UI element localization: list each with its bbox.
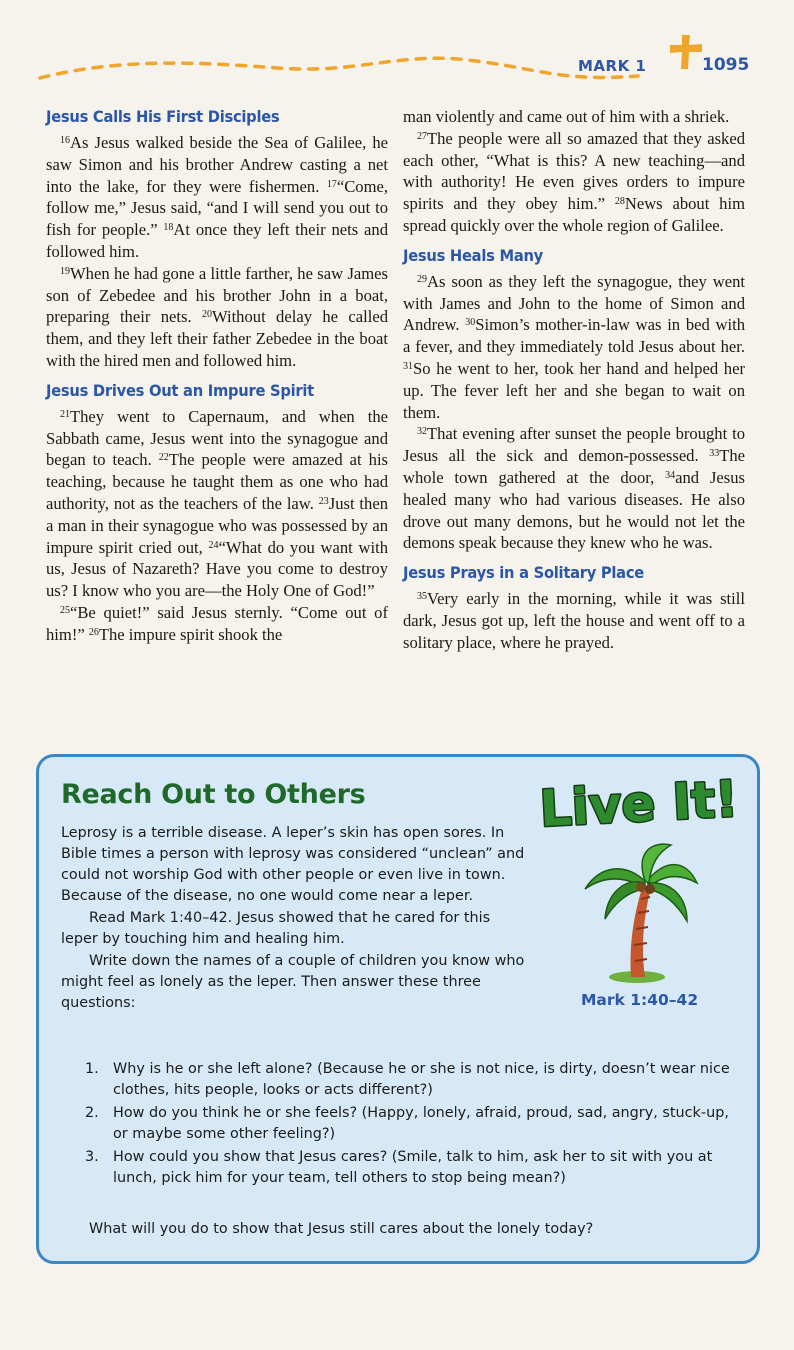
- verse-text: Without delay he called them, and they left their father Zebedee in the boat with the hired men and followed him.: [46, 307, 388, 370]
- paragraph: [46, 406, 388, 602]
- verse-number: 23: [318, 495, 329, 507]
- verse-text: They went to Capernaum, and when the Sabbath came, Jesus went into the synagogue and began to teach.: [46, 406, 388, 470]
- verse-number: 26: [88, 626, 99, 638]
- section-heading: Jesus Calls His First Disciples: [46, 107, 280, 126]
- scripture-reference: Mark 1:40–42: [581, 991, 699, 1009]
- paragraph: [403, 128, 745, 237]
- badge-text: Live It!: [538, 769, 740, 839]
- intro-paragraph: Leprosy is a terrible disease. A leper’s skin has open sores. In Bible times a person with leprosy was considered “unclean” and could not worship God with other people or even live in town. Because of the disease, no one would come near a leper.: [61, 825, 525, 904]
- verse-text: Simon’s mother-in-law was in bed with a fever, and they immediately told Jesus about her.: [403, 315, 745, 357]
- verse-text: “What do you want with us, Jesus of Nazareth? Have you come to destroy us? I know who you are—the Holy One of God!”: [46, 537, 388, 601]
- section-heading: Jesus Prays in a Solitary Place: [403, 563, 644, 583]
- box-intro: [61, 823, 531, 1015]
- section-heading: Jesus Heals Many: [403, 245, 543, 265]
- question-item: [85, 1147, 745, 1189]
- paragraph: [403, 271, 745, 424]
- verse-number: 34: [665, 469, 676, 481]
- closing-question: What will you do to show that Jesus still cares about the lonely today?: [89, 1221, 594, 1237]
- paragraph: [403, 588, 745, 653]
- question-number: 2.: [85, 1105, 99, 1121]
- intro-paragraph: Read Mark 1:40–42. Jesus showed that he cared for this leper by touching him and healing him.: [61, 910, 491, 947]
- question-number: 3.: [85, 1149, 99, 1165]
- verse-text: Very early in the morning, while it was still dark, Jesus got up, left the house and went off to a solitary place, where he prayed.: [403, 589, 745, 652]
- verse-text: So he went to her, took her hand and helped her up. The fever left her and she began to wait on them.: [403, 358, 745, 422]
- verse-number: 32: [417, 426, 427, 438]
- verse-number: 30: [465, 317, 476, 329]
- verse-number: 22: [158, 452, 169, 464]
- cross-icon: [668, 33, 704, 71]
- right-column: [403, 106, 745, 654]
- verse-number: 28: [614, 196, 625, 208]
- intro-paragraph: Write down the names of a couple of children you know who might feel as lonely as the leper. Then answer these three questions:: [61, 953, 525, 1011]
- paragraph: [46, 132, 388, 263]
- verse-number: 31: [403, 360, 413, 372]
- page-number: 1095: [702, 55, 750, 75]
- left-column: [46, 106, 388, 646]
- verse-number: 35: [417, 591, 427, 603]
- verse-text: and Jesus healed many who had various diseases. He also drove out many demons, but he would not let the demons speak because they knew who he was.: [403, 467, 745, 553]
- verse-text: The people were amazed at his teaching, because he taught them as one who had authority, not as the teachers of the law.: [46, 450, 389, 513]
- paragraph: man violently and came out of him with a shriek.: [403, 107, 730, 126]
- section-heading: Jesus Drives Out an Impure Spirit: [46, 380, 314, 400]
- question-item: [85, 1059, 745, 1101]
- verse-text: When he had gone a little farther, he saw James son of Zebedee and his brother John in a boat, preparing their nets.: [46, 263, 388, 327]
- verse-text: The people were all so amazed that they asked each other, “What is this? A new teaching—and with authority! He even gives orders to impure spirits and they obey him.”: [403, 128, 745, 214]
- verse-text: That evening after sunset the people brought to Jesus all the sick and demon-possessed.: [403, 424, 745, 466]
- verse-text: News about him spread quickly over the whole region of Galilee.: [403, 194, 745, 235]
- paragraph: [46, 602, 388, 646]
- verse-number: 19: [60, 265, 70, 277]
- verse-number: 33: [709, 448, 720, 460]
- verse-text: “Be quiet!” said Jesus sternly. “Come out of him!”: [46, 602, 388, 644]
- live-it-badge: [527, 761, 752, 841]
- verse-number: 21: [60, 408, 70, 420]
- verse-number: 29: [417, 273, 427, 285]
- question-number: 1.: [85, 1061, 99, 1077]
- paragraph: [403, 423, 745, 554]
- palm-tree-icon: [579, 837, 699, 987]
- verse-text: The whole town gathered at the door,: [403, 446, 745, 487]
- page-header: [0, 0, 794, 100]
- verse-text: Just then a man in their synagogue who was possessed by an impure spirit cried out,: [46, 493, 388, 557]
- verse-number: 25: [60, 604, 70, 616]
- verse-text: “Come, follow me,” Jesus said, “and I will send you out to fish for people.”: [46, 176, 388, 240]
- question-list: [85, 1059, 745, 1191]
- verse-number: 24: [208, 539, 219, 551]
- verse-number: 20: [201, 309, 212, 321]
- verse-text: The impure spirit shook the: [98, 624, 283, 644]
- question-text: Why is he or she left alone? (Because he or she is not nice, is dirty, doesn’t wear nice clothes, hits people, looks or acts different?): [113, 1061, 730, 1098]
- verse-text: At once they left their nets and followed him.: [46, 220, 388, 261]
- box-title: Reach Out to Others: [61, 779, 366, 810]
- verse-text: As Jesus walked beside the Sea of Galilee, he saw Simon and his brother Andrew casting a net into the lake, for they were fishermen.: [46, 133, 388, 196]
- question-text: How do you think he or she feels? (Happy, lonely, afraid, proud, sad, angry, stuck-up, or maybe some other feeling?): [113, 1105, 729, 1142]
- question-text: How could you show that Jesus cares? (Smile, talk to him, ask her to sit with you at lunch, pick him for your team, tell others to stop being mean?): [113, 1149, 713, 1186]
- question-item: [85, 1103, 745, 1145]
- verse-number: 17: [326, 178, 337, 190]
- verse-number: 18: [163, 222, 174, 234]
- verse-text: As soon as they left the synagogue, they went with James and John to the home of Simon and Andrew.: [403, 271, 745, 335]
- live-it-box: [36, 754, 760, 1264]
- book-chapter-label: MARK 1: [578, 57, 647, 75]
- verse-number: 27: [417, 130, 427, 142]
- verse-number: 16: [60, 135, 70, 146]
- paragraph: [46, 263, 388, 372]
